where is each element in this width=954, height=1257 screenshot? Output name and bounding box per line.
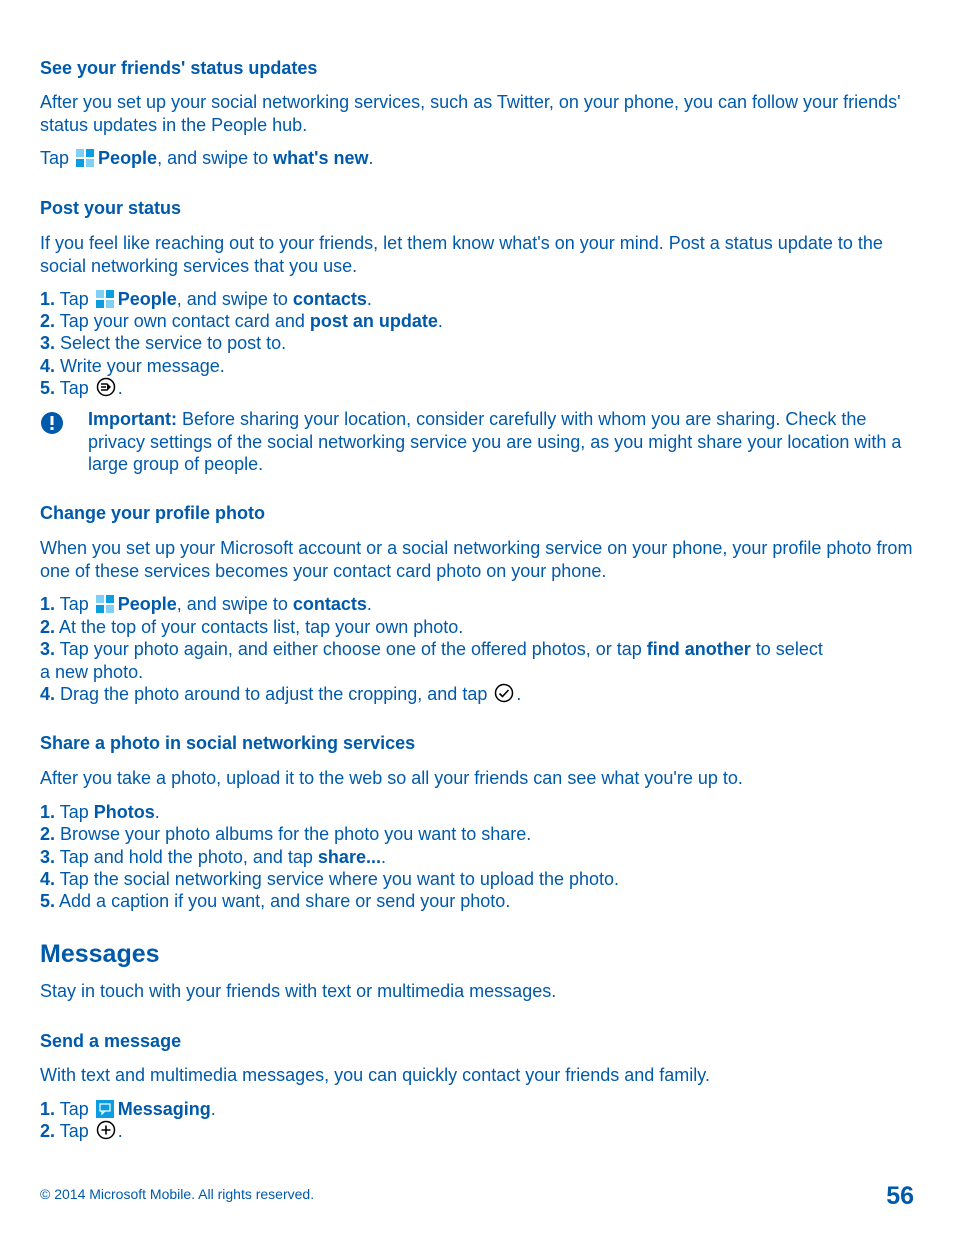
list-item: 4. Drag the photo around to adjust the cropping, and tap . [40, 684, 522, 704]
list-item: 3. Select the service to post to. [40, 333, 287, 353]
heading-profile-photo: Change your profile photo [40, 503, 265, 523]
paragraph-send-intro: With text and multimedia messages, you can quickly contact your friends and family. [40, 1065, 710, 1085]
list-item: 2. Tap your own contact card and post an update. [40, 311, 443, 331]
paragraph-profile-intro: When you set up your Microsoft account or a social networking service on your phone, your profile photo from one of these services becomes your contact card photo on your phone. [40, 538, 913, 581]
important-icon [40, 411, 64, 435]
instruction-friends: Tap People, and swipe to what's new. [40, 148, 374, 168]
heading-post-status: Post your status [40, 198, 182, 218]
list-item: 2. At the top of your contacts list, tap your own photo. [40, 617, 464, 637]
list-item: 5. Tap . [40, 378, 123, 398]
people-tile-icon [76, 149, 94, 167]
list-item: 5. Add a caption if you want, and share or send your photo. [40, 891, 511, 911]
list-item: 2. Browse your photo albums for the photo you want to share. [40, 824, 532, 844]
heading-send-message: Send a message [40, 1031, 182, 1051]
heading-friends-status: See your friends' status updates [40, 58, 318, 78]
checkmark-circle-icon [494, 683, 514, 703]
copyright-footer: © 2014 Microsoft Mobile. All rights reserved. [40, 1186, 315, 1202]
list-item: 1. Tap Messaging. [40, 1099, 216, 1119]
list-item-continuation: a new photo. [40, 662, 144, 682]
heading-share-photo: Share a photo in social networking services [40, 733, 416, 753]
list-item: 3. Tap and hold the photo, and tap share.... [40, 847, 386, 867]
paragraph-share-intro: After you take a photo, upload it to the web so all your friends can see what you're up to. [40, 768, 743, 788]
heading-messages: Messages [40, 940, 160, 968]
messaging-tile-icon [96, 1100, 114, 1118]
paragraph-messages-intro: Stay in touch with your friends with text or multimedia messages. [40, 981, 557, 1001]
list-item: 1. Tap People, and swipe to contacts. [40, 289, 372, 309]
list-item: 1. Tap Photos. [40, 802, 160, 822]
list-item: 3. Tap your photo again, and either choose one of the offered photos, or tap find another to select [40, 639, 823, 659]
people-tile-icon [96, 290, 114, 308]
add-circle-icon [96, 1120, 116, 1140]
paragraph-post-intro: If you feel like reaching out to your friends, let them know what's on your mind. Post a status update to the social networking services that you use. [40, 233, 883, 276]
list-item: 4. Write your message. [40, 356, 225, 376]
paragraph-friends-intro: After you set up your social networking services, such as Twitter, on your phone, you can follow your friends' status updates in the People hub. [40, 92, 901, 135]
list-item: 2. Tap . [40, 1121, 123, 1141]
list-item: 4. Tap the social networking service where you want to upload the photo. [40, 869, 620, 889]
list-item: 1. Tap People, and swipe to contacts. [40, 594, 372, 614]
people-tile-icon [96, 595, 114, 613]
page-number: 56 [886, 1182, 914, 1210]
send-status-icon [96, 377, 116, 397]
important-note: Important: Before sharing your location, consider carefully with whom you are sharing. Check the privacy settings of the social networking service you are using, as you might share your location with a large group of people. [88, 409, 902, 474]
